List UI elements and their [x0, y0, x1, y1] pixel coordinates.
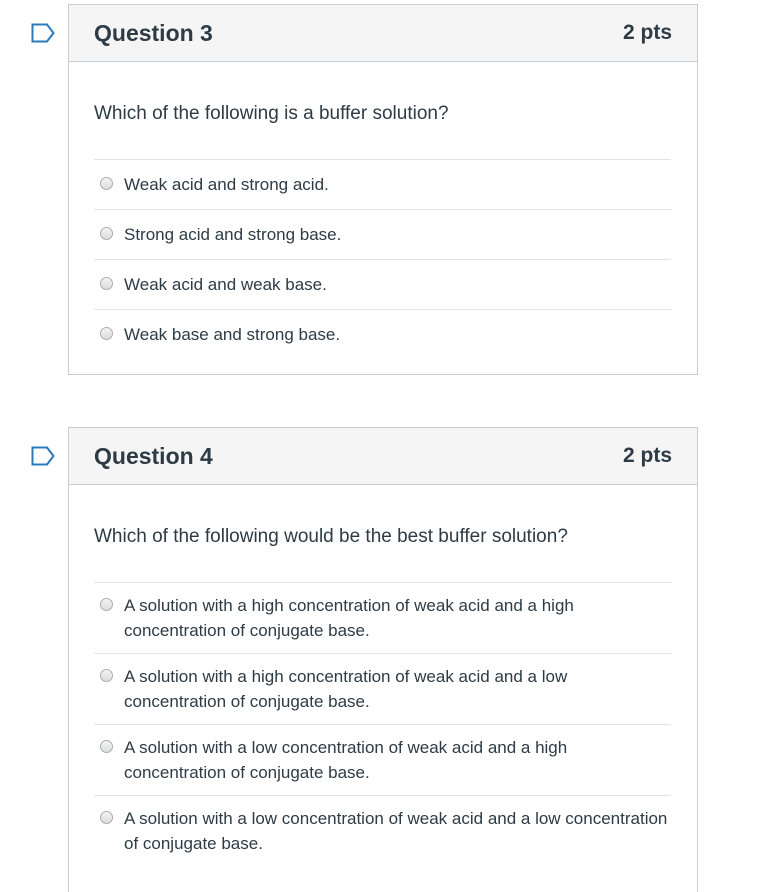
radio-button[interactable] [100, 327, 113, 340]
answer-label: Weak acid and strong acid. [124, 175, 329, 194]
radio-button[interactable] [100, 598, 113, 611]
question-points: 2 pts [622, 444, 672, 467]
answer-label: Weak acid and weak base. [124, 275, 327, 294]
answer-label: Weak base and strong base. [124, 325, 341, 344]
question-body [69, 485, 697, 866]
answer-option[interactable] [94, 160, 671, 210]
flag-question-icon[interactable] [31, 446, 55, 466]
question-card [68, 427, 698, 892]
question-card [68, 4, 698, 375]
question-prompt: Which of the following would be the best buffer solution? [94, 526, 568, 547]
question-title: Question 3 [94, 19, 213, 46]
question-title: Question 4 [94, 442, 213, 469]
radio-button[interactable] [100, 177, 113, 190]
radio-button[interactable] [100, 277, 113, 290]
answer-option[interactable] [94, 796, 671, 866]
answer-label: A solution with a high concentration of weak acid and a low concentration of conjugate base. [124, 667, 568, 711]
question-prompt: Which of the following is a buffer solution? [94, 103, 449, 124]
question-header [69, 5, 697, 62]
answer-label: Strong acid and strong base. [124, 225, 342, 244]
answer-list [94, 159, 671, 359]
answer-label: A solution with a low concentration of weak acid and a high concentration of conjugate base. [124, 738, 568, 782]
question-points: 2 pts [622, 21, 672, 44]
radio-button[interactable] [100, 740, 113, 753]
radio-button[interactable] [100, 669, 113, 682]
radio-button[interactable] [100, 227, 113, 240]
question-body [69, 62, 697, 359]
answer-list [94, 582, 671, 866]
answer-label: A solution with a low concentration of weak acid and a low concentration of conjugate base. [124, 809, 668, 853]
answer-option[interactable] [94, 725, 671, 796]
answer-label: A solution with a high concentration of weak acid and a high concentration of conjugate base. [124, 596, 574, 640]
flag-question-icon[interactable] [31, 23, 55, 43]
answer-option[interactable] [94, 310, 671, 359]
answer-option[interactable] [94, 210, 671, 260]
answer-option[interactable] [94, 654, 671, 725]
answer-option[interactable] [94, 260, 671, 310]
question-header [69, 428, 697, 485]
radio-button[interactable] [100, 811, 113, 824]
answer-option[interactable] [94, 583, 671, 654]
